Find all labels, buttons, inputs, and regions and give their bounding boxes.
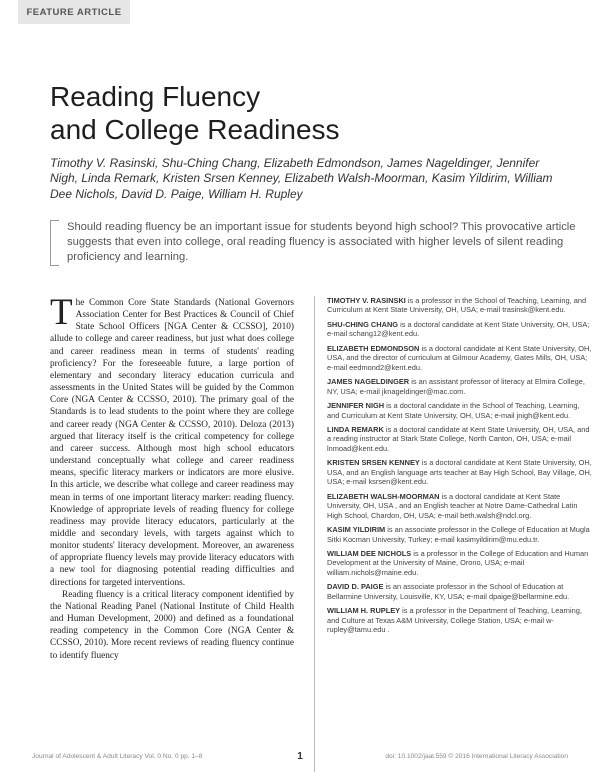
title-line-1: Reading Fluency bbox=[50, 81, 261, 112]
article-title bbox=[50, 80, 340, 146]
author-bio bbox=[327, 425, 593, 453]
bio-name: SHU-CHING CHANG bbox=[327, 319, 399, 329]
feature-article-tag: FEATURE ARTICLE bbox=[18, 0, 130, 24]
doi-copyright: doi: 10.1002/jaal.559 © 2016 International Literacy Association bbox=[385, 752, 568, 760]
bio-text: is an associate professor in the College of Education at Mugla Sitki Kocman University, Turkey; e-mail kasimyildirim@mu.edu.tr. bbox=[327, 525, 590, 544]
bio-name: ELIZABETH EDMONDSON bbox=[327, 343, 420, 353]
author-bio bbox=[327, 606, 593, 634]
drop-cap: T bbox=[50, 292, 73, 333]
author-bio bbox=[327, 492, 593, 520]
author-bio bbox=[327, 320, 593, 339]
bio-text: is a doctoral candidate at Kent State University, OH, USA, and an English language arts teacher at Bay High School, Bay Village, OH, USA; e-mail ksrsen@kent.edu. bbox=[327, 458, 592, 487]
bio-name: WILLIAM H. RUPLEY bbox=[327, 606, 401, 616]
bio-text: is a professor in the School of Teaching, Learning, and Curriculum at Kent State University, OH, USA; e-mail trasinsk@kent.edu. bbox=[327, 296, 587, 315]
author-bio bbox=[327, 458, 593, 486]
author-bio bbox=[327, 377, 593, 396]
bio-name: JAMES NAGELDINGER bbox=[327, 377, 410, 387]
body-paragraph-2: Reading fluency is a critical literacy component identified by the National Reading Panel (National Institute of Child Health and Human Development, 2000) and defined as a foundational reading competency in the Common Core (NGA Center & CCSSO, 2010). More recent reviews of reading fluency continue to identify fluency bbox=[50, 589, 294, 661]
bio-text: is a professor in the Department of Teaching, Learning, and Culture at Texas A&M University, College Station, USA; e-mail w-rupley@tamu.edu . bbox=[327, 606, 582, 635]
bio-name: DAVID D. PAIGE bbox=[327, 582, 384, 592]
bio-name: KRISTEN SRSEN KENNEY bbox=[327, 458, 420, 468]
bio-text: is a doctoral candidate at Kent State University, OH, USA , and an English teacher at Notre Dame-Cathedral Latin High School, Chardon, OH, USA; e-mail beth.walsh@ndcl.org. bbox=[327, 491, 578, 520]
bio-name: TIMOTHY V. RASINSKI bbox=[327, 296, 406, 305]
author-bio bbox=[327, 344, 593, 372]
bio-text: is a professor in the College of Education and Human Development at the University of Maine, Orono, USA; e-mail william.nichols@maine.edu. bbox=[327, 548, 589, 577]
author-list: Timothy V. Rasinski, Shu-Ching Chang, Elizabeth Edmondson, James Nageldinger, Jennifer Nigh, Linda Remark, Kristen Srsen Kenney, Elizabeth Walsh-Moorman, Kasim Yildirim, William Dee Nichols, David D. Paige, William H. Rupley bbox=[50, 156, 553, 201]
author-bio bbox=[327, 296, 593, 315]
author-bio bbox=[327, 582, 593, 601]
page-footer bbox=[32, 749, 568, 763]
title-line-2: and College Readiness bbox=[50, 114, 340, 145]
author-bio bbox=[327, 525, 593, 544]
author-bios-column bbox=[314, 296, 593, 772]
bio-name: ELIZABETH WALSH-MOORMAN bbox=[327, 491, 440, 501]
bio-name: JENNIFER NIGH bbox=[327, 401, 385, 411]
bio-text: is a doctoral candidate in the School of Teaching, Learning, and Curriculum at Kent State University, OH, USA; e-mail jnigh@kent.edu. bbox=[327, 401, 580, 420]
body-paragraph-1 bbox=[50, 292, 294, 589]
page-number: 1 bbox=[297, 750, 303, 762]
bio-text: is a doctoral candidate at Kent State University, OH, USA; e-mail schang12@kent.edu. bbox=[327, 319, 590, 339]
author-bio bbox=[327, 401, 593, 420]
bio-text: is an associate professor in the School of Education at Bellarmine University, Louisville, KY, USA; e-mail dpaige@bellarmine.edu. bbox=[327, 582, 570, 601]
body-paragraph-1-text: he Common Core State Standards (National Governors Association Center for Best Practices & Council of Chief State School Officers [NGA Center & CCSSO], 2010) allude to college and career readiness, but just what does college and career readiness mean in terms of students' reading proficiency? For the foreseeable future, a large portion of elementary and secondary literacy education curricula and assessments in the United States will be guided by the Common Core (NGA Center & CCSSO, 2010). The primary goal of the Standards is to lead students to the point where they are college and career ready (NGA Center & CCSSO, 2010). Deloza (2013) argued that literacy itself is the critical competency for college and career success. Although most high school educators understand conceptually what college and career readiness means, specific literacy markers or indicators are more elusive. In this article, we describe what college and career readiness may mean in terms of one important literacy marker: reading fluency. Knowledge of appropriate levels of reading fluency for college readiness may provide literacy educators, particularly at the middle and secondary levels, with targets against which to monitor students' literacy development. Moreover, an awareness of appropriate fluency levels may provide literacy educators with a new tool for diagnosing potential reading difficulties and directions for targeted interventions. bbox=[50, 298, 294, 588]
journal-citation: Journal of Adolescent & Adult Literacy Vol. 0 No. 0 pp. 1–8 bbox=[32, 752, 203, 760]
bio-text: is a doctoral candidate at Kent State University, OH, USA, and a reading instructor at Stark State College, North Canton, OH, USA; e-mail lnmoad@kent.edu. bbox=[327, 424, 590, 453]
bio-text: is an assistant professor of literacy at Elmira College, NY, USA; e-mail jknageldinger@mac.com. bbox=[327, 377, 585, 396]
bio-name: LINDA REMARK bbox=[327, 424, 384, 434]
bio-name: WILLIAM DEE NICHOLS bbox=[327, 548, 412, 558]
bio-text: is a doctoral candidate at Kent State University, OH, USA, and the director of curriculum at Gilmour Academy, Gates Mills, OH, USA; e-mail eedmond2@kent.edu. bbox=[327, 343, 592, 372]
body-text-column bbox=[50, 292, 294, 662]
author-bio bbox=[327, 549, 593, 577]
abstract-callout: Should reading fluency be an important issue for students beyond high school? This provocative article suggests that even into college, oral reading fluency is associated with higher levels of silent reading proficiency and learning. bbox=[50, 220, 585, 266]
bio-name: KASIM YILDIRIM bbox=[327, 525, 386, 535]
